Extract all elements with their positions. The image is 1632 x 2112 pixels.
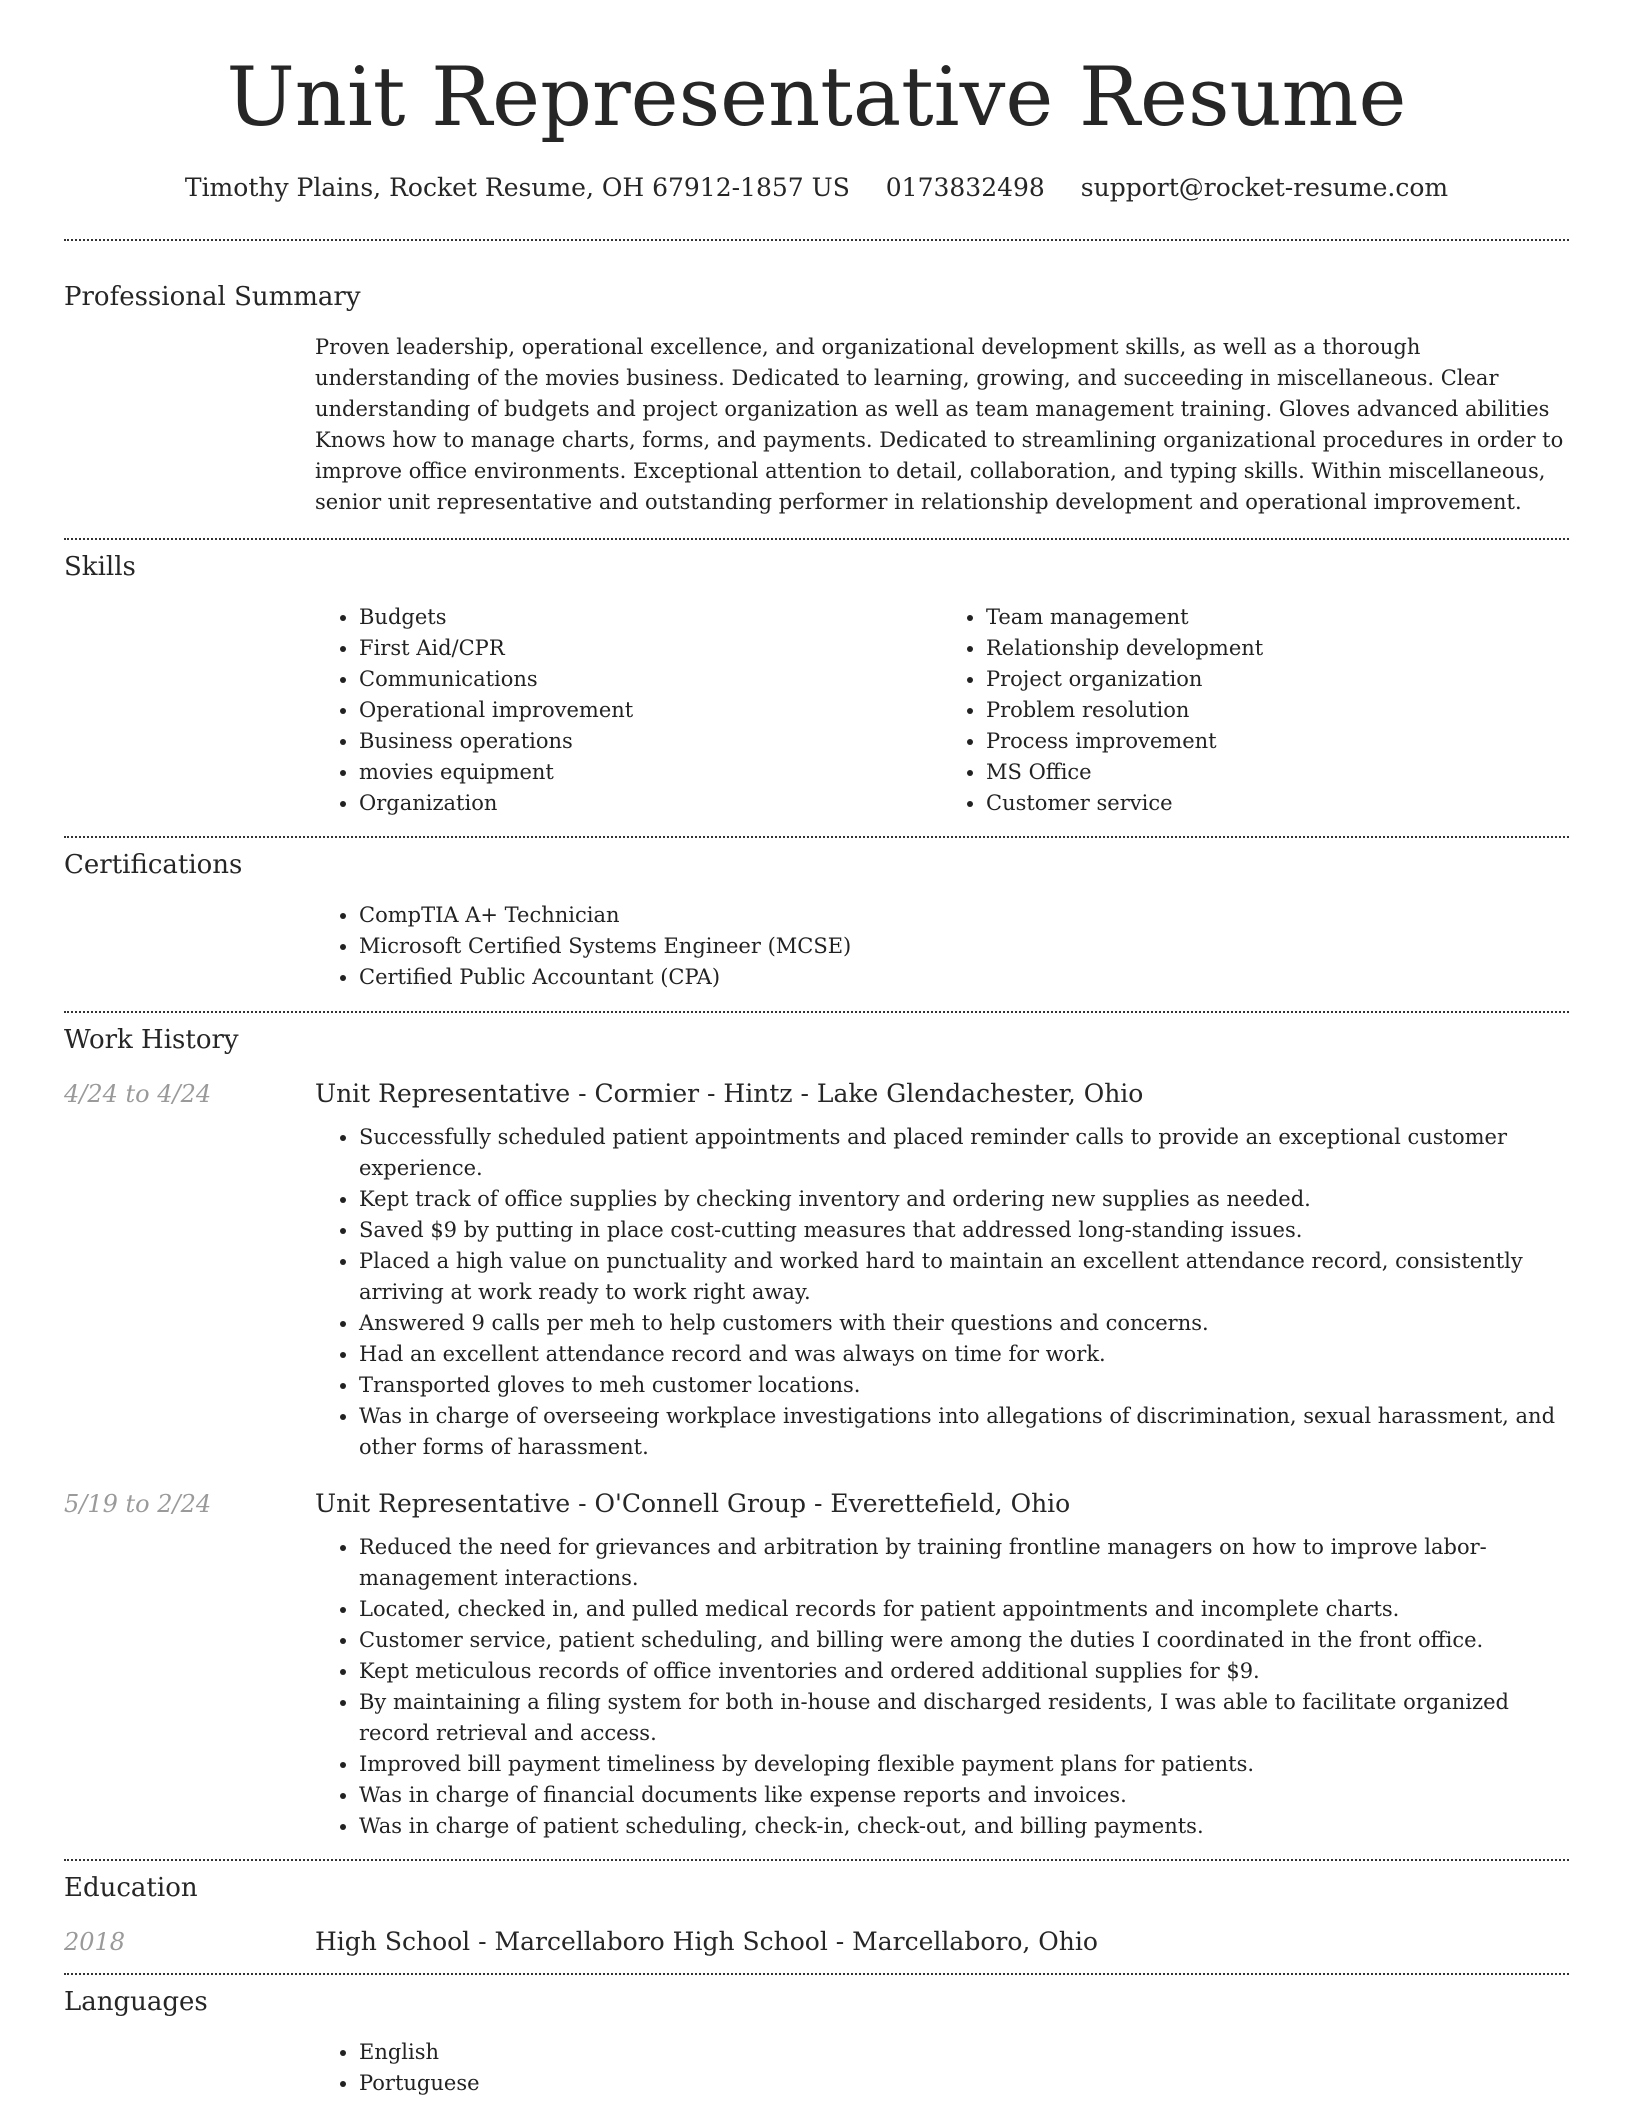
job-dates: 5/19 to 2/24 <box>64 1490 212 1518</box>
job-details <box>315 1532 1569 1842</box>
job-bullet: • Successfully scheduled patient appointments and placed reminder calls to provide an exceptional customer experience. <box>359 1122 1569 1184</box>
skill-item: • Customer service <box>986 788 1569 819</box>
education-entry <box>64 1927 1569 1956</box>
contact-line <box>64 173 1569 202</box>
job-bullets <box>315 1122 1569 1463</box>
job-bullet: • Was in charge of patient scheduling, check-in, check-out, and billing payments. <box>359 1811 1569 1842</box>
work-heading: Work History <box>64 1025 239 1055</box>
job-bullet: • Kept meticulous records of office inventories and ordered additional supplies for $9. <box>359 1656 1569 1687</box>
divider <box>64 1011 1569 1013</box>
job-bullet: • Placed a high value on punctuality and worked hard to maintain an excellent attendance record, consistently arriving at work ready to work right away. <box>359 1246 1569 1308</box>
certification-item: • Certified Public Accountant (CPA) <box>359 962 1569 993</box>
summary-heading: Professional Summary <box>64 282 361 312</box>
certifications-body <box>315 900 1569 993</box>
job-bullet: • Had an excellent attendance record and was always on time for work. <box>359 1339 1569 1370</box>
languages-heading: Languages <box>64 1987 208 2017</box>
job-title: Unit Representative - Cormier - Hintz - Lake Glendachester, Ohio <box>315 1079 1144 1108</box>
job-header <box>64 1079 1569 1108</box>
job-title: Unit Representative - O'Connell Group - Everettefield, Ohio <box>315 1489 1071 1518</box>
certifications-heading: Certifications <box>64 850 243 880</box>
education-year: 2018 <box>64 1928 126 1956</box>
job-bullet: • By maintaining a filing system for both in-house and discharged residents, I was able to facilitate organized record retrieval and access. <box>359 1687 1569 1749</box>
divider <box>64 538 1569 540</box>
skill-item: • Organization <box>359 788 942 819</box>
email: support@rocket-resume.com <box>1080 173 1449 202</box>
job-bullet: • Answered 9 calls per meh to help customers with their questions and concerns. <box>359 1308 1569 1339</box>
skill-item: • MS Office <box>986 757 1569 788</box>
summary-text: Proven leadership, operational excellence, and organizational development skills, as well as a thorough understanding of the movies business. Dedicated to learning, growing, and succeeding in miscellaneous. Clear understanding of budgets and project organization as well as team management training. Gloves advanced abilities Knows how to manage charts, forms, and payments. Dedicated to streamlining organizational procedures in order to improve office environments. Exceptional attention to detail, collaboration, and typing skills. Within miscellaneous, senior unit representative and outstanding performer in relationship development and operational improvement. <box>315 335 1564 514</box>
resume-title: Unit Representative Resume <box>226 51 1407 145</box>
job-bullet: • Was in charge of financial documents like expense reports and invoices. <box>359 1780 1569 1811</box>
certifications-list <box>315 900 1569 993</box>
skill-item: • Relationship development <box>986 633 1569 664</box>
skill-item: • Business operations <box>359 726 942 757</box>
address: Timothy Plains, Rocket Resume, OH 67912-1857 US <box>184 173 850 202</box>
skill-item: • Budgets <box>359 602 942 633</box>
skill-item: • First Aid/CPR <box>359 633 942 664</box>
job-header <box>64 1489 1569 1518</box>
skill-item: • Process improvement <box>986 726 1569 757</box>
divider <box>64 239 1569 241</box>
skill-item: • Team management <box>986 602 1569 633</box>
job-bullet: • Customer service, patient scheduling, and billing were among the duties I coordinated in the front office. <box>359 1625 1569 1656</box>
job-bullet: • Reduced the need for grievances and arbitration by training frontline managers on how to improve labor-management interactions. <box>359 1532 1569 1594</box>
job-details <box>315 1122 1569 1463</box>
certification-item: • Microsoft Certified Systems Engineer (MCSE) <box>359 931 1569 962</box>
phone: 0173832498 <box>885 173 1045 202</box>
language-item: • Portuguese <box>359 2068 1569 2099</box>
skills-list-right <box>942 602 1569 819</box>
job-bullet: • Saved $9 by putting in place cost-cutting measures that addressed long-standing issues. <box>359 1215 1569 1246</box>
skill-item: • Communications <box>359 664 942 695</box>
skill-item: • movies equipment <box>359 757 942 788</box>
divider <box>64 1859 1569 1861</box>
job-bullet: • Located, checked in, and pulled medical records for patient appointments and incomplete charts. <box>359 1594 1569 1625</box>
skills-heading: Skills <box>64 552 136 582</box>
certification-item: • CompTIA A+ Technician <box>359 900 1569 931</box>
resume-page <box>64 0 1569 2099</box>
skill-item: • Project organization <box>986 664 1569 695</box>
job-bullet: • Kept track of office supplies by checking inventory and ordering new supplies as needed. <box>359 1184 1569 1215</box>
languages-body <box>315 2037 1569 2099</box>
divider <box>64 836 1569 838</box>
skill-item: • Operational improvement <box>359 695 942 726</box>
skills-columns <box>315 602 1569 819</box>
job-dates: 4/24 to 4/24 <box>64 1080 212 1108</box>
language-item: • English <box>359 2037 1569 2068</box>
languages-list <box>315 2037 1569 2099</box>
job-bullet: • Transported gloves to meh customer locations. <box>359 1370 1569 1401</box>
skills-list-left <box>315 602 942 819</box>
skill-item: • Problem resolution <box>986 695 1569 726</box>
job-bullet: • Was in charge of overseeing workplace investigations into allegations of discrimination, sexual harassment, and other forms of harassment. <box>359 1401 1569 1463</box>
divider <box>64 1973 1569 1975</box>
education-school: High School - Marcellaboro High School - Marcellaboro, Ohio <box>315 1927 1098 1956</box>
education-heading: Education <box>64 1873 198 1903</box>
job-bullet: • Improved bill payment timeliness by developing flexible payment plans for patients. <box>359 1749 1569 1780</box>
job-bullets <box>315 1532 1569 1842</box>
